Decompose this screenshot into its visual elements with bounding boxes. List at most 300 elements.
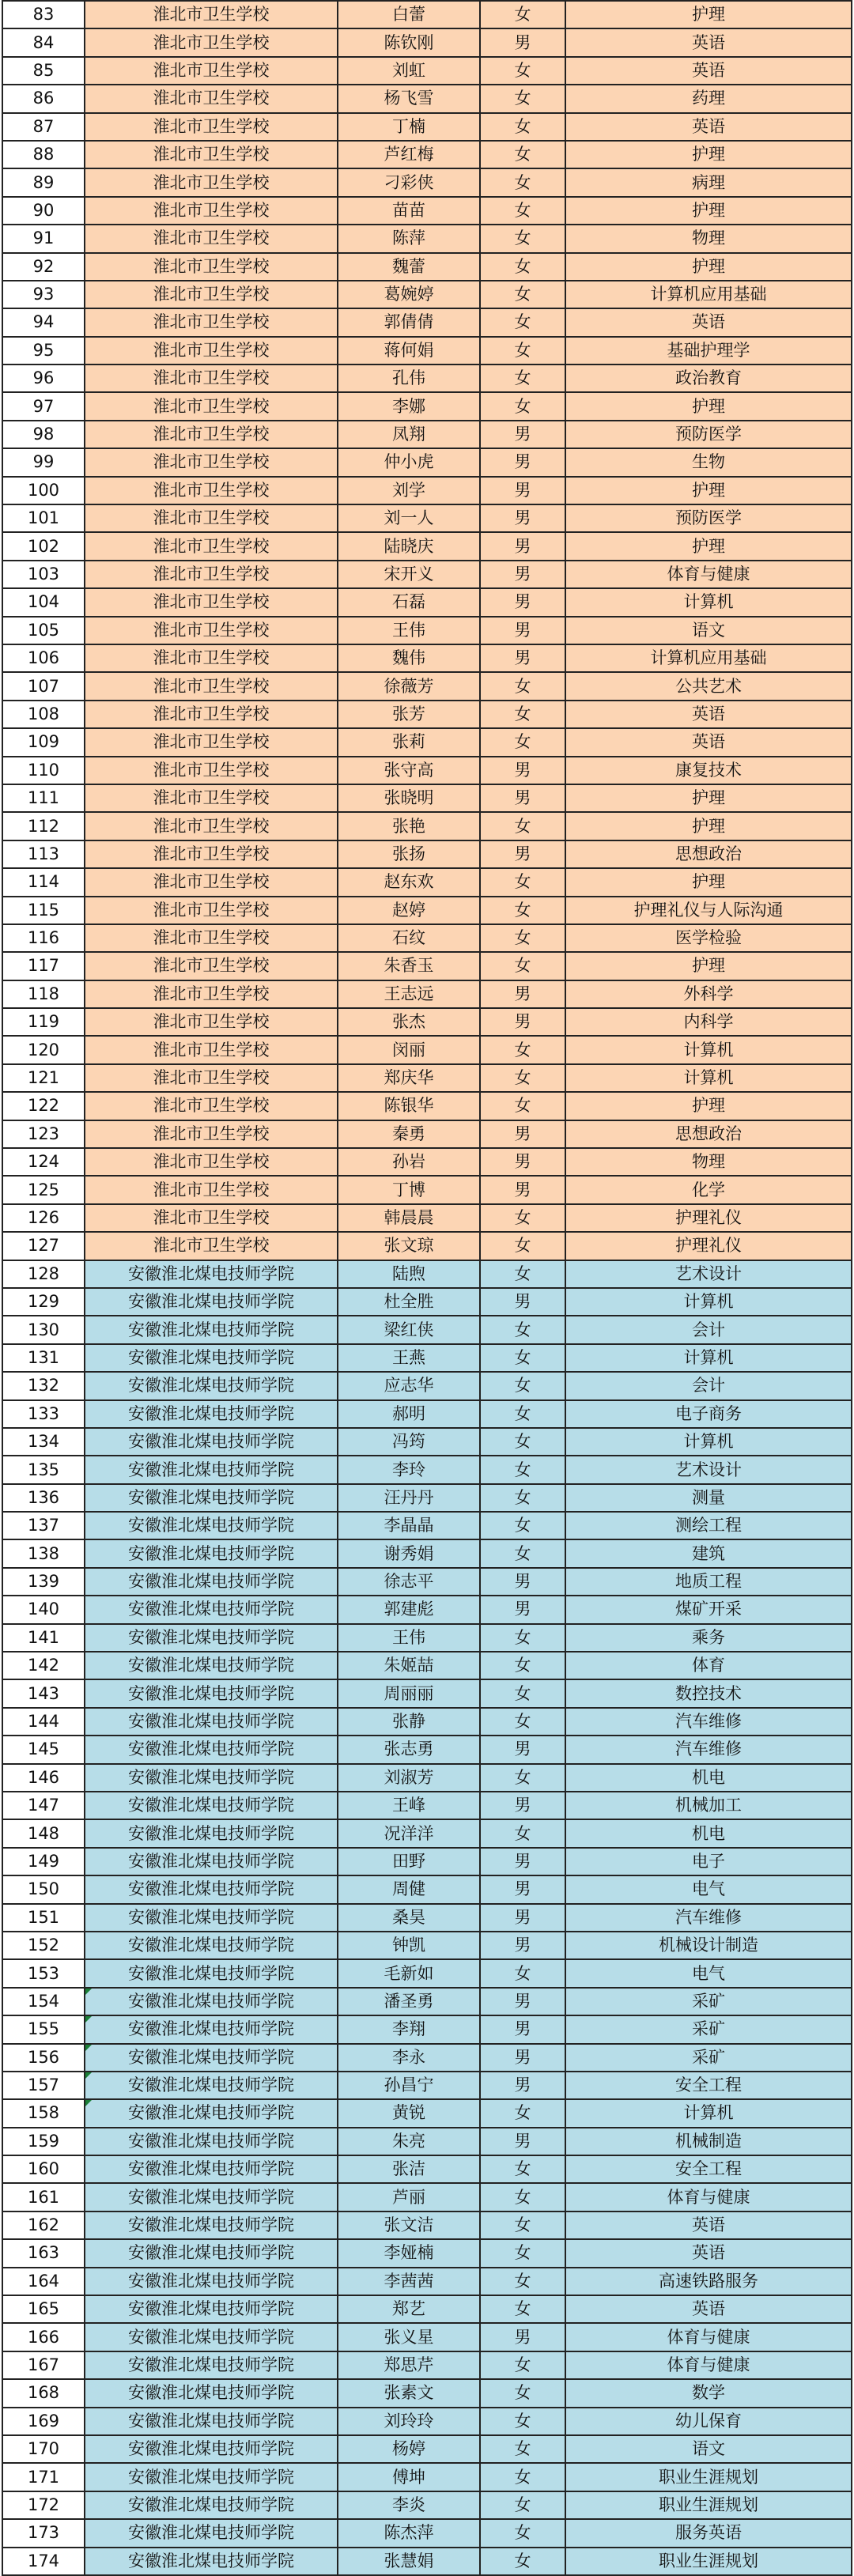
school-cell[interactable]: 淮北市卫生学校 [85,28,338,56]
row-number-cell[interactable]: 159 [2,2128,85,2155]
name-cell[interactable]: 杜全胜 [338,1288,480,1316]
gender-cell[interactable]: 女 [480,57,565,85]
gender-cell[interactable]: 女 [480,1260,565,1288]
row-number-cell[interactable]: 104 [2,588,85,616]
gender-cell[interactable]: 男 [480,504,565,532]
subject-cell[interactable]: 计算机 [565,588,852,616]
subject-cell[interactable]: 护理 [565,253,852,281]
school-cell[interactable]: 淮北市卫生学校 [85,1,338,28]
name-cell[interactable]: 陈杰萍 [338,2519,480,2547]
gender-cell[interactable]: 女 [480,868,565,896]
gender-cell[interactable]: 女 [480,1232,565,1260]
row-number-cell[interactable]: 83 [2,1,85,28]
gender-cell[interactable]: 女 [480,812,565,840]
name-cell[interactable]: 张晓明 [338,784,480,812]
name-cell[interactable]: 谢秀娟 [338,1539,480,1567]
gender-cell[interactable]: 男 [480,1596,565,1623]
row-number-cell[interactable]: 167 [2,2351,85,2379]
name-cell[interactable]: 蒋何娟 [338,337,480,364]
name-cell[interactable]: 赵婷 [338,897,480,924]
school-cell[interactable]: 安徽淮北煤电技师学院 [85,2323,338,2351]
name-cell[interactable]: 郑艺 [338,2295,480,2323]
school-cell[interactable]: 淮北市卫生学校 [85,392,338,420]
gender-cell[interactable]: 女 [480,1400,565,1428]
school-cell[interactable]: 淮北市卫生学校 [85,1148,338,1176]
name-cell[interactable]: 张慧娟 [338,2548,480,2575]
name-cell[interactable]: 朱姬喆 [338,1652,480,1679]
gender-cell[interactable]: 男 [480,2015,565,2043]
name-cell[interactable]: 张艳 [338,812,480,840]
gender-cell[interactable]: 男 [480,1736,565,1763]
subject-cell[interactable]: 职业生涯规划 [565,2463,852,2491]
row-number-cell[interactable]: 113 [2,840,85,868]
subject-cell[interactable]: 护理礼仪与人际沟通 [565,897,852,924]
subject-cell[interactable]: 采矿 [565,1988,852,2015]
gender-cell[interactable]: 男 [480,1288,565,1316]
gender-cell[interactable]: 女 [480,85,565,112]
row-number-cell[interactable]: 127 [2,1232,85,1260]
row-number-cell[interactable]: 93 [2,281,85,308]
gender-cell[interactable]: 女 [480,2379,565,2407]
subject-cell[interactable]: 英语 [565,701,852,728]
subject-cell[interactable]: 安全工程 [565,2155,852,2183]
name-cell[interactable]: 汪丹丹 [338,1484,480,1512]
gender-cell[interactable]: 女 [480,141,565,168]
subject-cell[interactable]: 护理 [565,868,852,896]
gender-cell[interactable]: 女 [480,952,565,980]
gender-cell[interactable]: 女 [480,2435,565,2463]
school-cell[interactable]: 安徽淮北煤电技师学院 [85,2239,338,2267]
school-cell[interactable]: 淮北市卫生学校 [85,421,338,448]
name-cell[interactable]: 梁红侠 [338,1316,480,1343]
gender-cell[interactable]: 女 [480,2099,565,2127]
subject-cell[interactable]: 护理礼仪 [565,1204,852,1232]
row-number-cell[interactable]: 143 [2,1679,85,1707]
name-cell[interactable]: 徐志平 [338,1568,480,1596]
subject-cell[interactable]: 计算机 [565,1288,852,1316]
subject-cell[interactable]: 计算机 [565,1428,852,1456]
name-cell[interactable]: 徐薇芳 [338,672,480,700]
school-cell[interactable]: 安徽淮北煤电技师学院 [85,2519,338,2547]
subject-cell[interactable]: 计算机 [565,1344,852,1372]
subject-cell[interactable]: 物理 [565,225,852,252]
gender-cell[interactable]: 女 [480,2183,565,2211]
name-cell[interactable]: 魏伟 [338,644,480,672]
school-cell[interactable]: 淮北市卫生学校 [85,168,338,196]
name-cell[interactable]: 李翔 [338,2015,480,2043]
subject-cell[interactable]: 护理 [565,197,852,225]
gender-cell[interactable]: 女 [480,2155,565,2183]
row-number-cell[interactable]: 162 [2,2212,85,2239]
row-number-cell[interactable]: 136 [2,1484,85,1512]
school-cell[interactable]: 淮北市卫生学校 [85,1092,338,1120]
subject-cell[interactable]: 煤矿开采 [565,1596,852,1623]
school-cell[interactable]: 淮北市卫生学校 [85,477,338,504]
name-cell[interactable]: 李娅楠 [338,2239,480,2267]
name-cell[interactable]: 冯筠 [338,1428,480,1456]
school-cell[interactable]: 淮北市卫生学校 [85,644,338,672]
row-number-cell[interactable]: 129 [2,1288,85,1316]
row-number-cell[interactable]: 111 [2,784,85,812]
school-cell[interactable]: 安徽淮北煤电技师学院 [85,2183,338,2211]
school-cell[interactable]: 安徽淮北煤电技师学院 [85,2072,338,2099]
row-number-cell[interactable]: 132 [2,1372,85,1399]
school-cell[interactable]: 淮北市卫生学校 [85,532,338,560]
row-number-cell[interactable]: 100 [2,477,85,504]
subject-cell[interactable]: 汽车维修 [565,1708,852,1736]
row-number-cell[interactable]: 123 [2,1120,85,1148]
gender-cell[interactable]: 女 [480,1428,565,1456]
subject-cell[interactable]: 思想政治 [565,840,852,868]
name-cell[interactable]: 葛婉婷 [338,281,480,308]
school-cell[interactable]: 淮北市卫生学校 [85,197,338,225]
row-number-cell[interactable]: 130 [2,1316,85,1343]
school-cell[interactable]: 淮北市卫生学校 [85,757,338,784]
row-number-cell[interactable]: 97 [2,392,85,420]
subject-cell[interactable]: 艺术设计 [565,1456,852,1483]
gender-cell[interactable]: 男 [480,644,565,672]
gender-cell[interactable]: 女 [480,364,565,392]
name-cell[interactable]: 桑昊 [338,1904,480,1932]
row-number-cell[interactable]: 110 [2,757,85,784]
subject-cell[interactable]: 医学检验 [565,924,852,952]
subject-cell[interactable]: 服务英语 [565,2519,852,2547]
name-cell[interactable]: 张义星 [338,2323,480,2351]
school-cell[interactable]: 淮北市卫生学校 [85,253,338,281]
subject-cell[interactable]: 计算机应用基础 [565,281,852,308]
row-number-cell[interactable]: 153 [2,1959,85,1987]
row-number-cell[interactable]: 155 [2,2015,85,2043]
school-cell[interactable]: 安徽淮北煤电技师学院 [85,1736,338,1763]
subject-cell[interactable]: 内科学 [565,1008,852,1036]
subject-cell[interactable]: 体育与健康 [565,2351,852,2379]
school-cell[interactable]: 安徽淮北煤电技师学院 [85,2295,338,2323]
subject-cell[interactable]: 护理 [565,532,852,560]
row-number-cell[interactable]: 84 [2,28,85,56]
gender-cell[interactable]: 女 [480,2351,565,2379]
row-number-cell[interactable]: 150 [2,1875,85,1903]
subject-cell[interactable]: 数学 [565,2379,852,2407]
school-cell[interactable]: 安徽淮北煤电技师学院 [85,2463,338,2491]
gender-cell[interactable]: 女 [480,1764,565,1792]
row-number-cell[interactable]: 134 [2,1428,85,1456]
row-number-cell[interactable]: 160 [2,2155,85,2183]
subject-cell[interactable]: 会计 [565,1372,852,1399]
subject-cell[interactable]: 机械制造 [565,2128,852,2155]
row-number-cell[interactable]: 117 [2,952,85,980]
gender-cell[interactable]: 女 [480,337,565,364]
school-cell[interactable]: 淮北市卫生学校 [85,868,338,896]
school-cell[interactable]: 淮北市卫生学校 [85,952,338,980]
gender-cell[interactable]: 男 [480,1176,565,1203]
name-cell[interactable]: 王伟 [338,617,480,644]
row-number-cell[interactable]: 144 [2,1708,85,1736]
school-cell[interactable]: 安徽淮北煤电技师学院 [85,2435,338,2463]
gender-cell[interactable]: 男 [480,28,565,56]
name-cell[interactable]: 潘圣勇 [338,1988,480,2015]
row-number-cell[interactable]: 137 [2,1512,85,1539]
gender-cell[interactable]: 女 [480,728,565,756]
gender-cell[interactable]: 女 [480,1484,565,1512]
school-cell[interactable]: 淮北市卫生学校 [85,924,338,952]
name-cell[interactable]: 丁博 [338,1176,480,1203]
name-cell[interactable]: 刘学 [338,477,480,504]
row-number-cell[interactable]: 116 [2,924,85,952]
row-number-cell[interactable]: 109 [2,728,85,756]
name-cell[interactable]: 秦勇 [338,1120,480,1148]
row-number-cell[interactable]: 148 [2,1819,85,1847]
gender-cell[interactable]: 女 [480,1344,565,1372]
name-cell[interactable]: 张文琼 [338,1232,480,1260]
subject-cell[interactable]: 机电 [565,1819,852,1847]
school-cell[interactable]: 淮北市卫生学校 [85,1204,338,1232]
gender-cell[interactable]: 女 [480,1092,565,1120]
subject-cell[interactable]: 机械设计制造 [565,1932,852,1959]
gender-cell[interactable]: 女 [480,2491,565,2519]
subject-cell[interactable]: 英语 [565,28,852,56]
gender-cell[interactable]: 男 [480,1932,565,1959]
school-cell[interactable]: 淮北市卫生学校 [85,448,338,476]
name-cell[interactable]: 丁楠 [338,113,480,141]
subject-cell[interactable]: 地质工程 [565,1568,852,1596]
gender-cell[interactable]: 男 [480,980,565,1008]
gender-cell[interactable]: 男 [480,561,565,588]
name-cell[interactable]: 王志远 [338,980,480,1008]
gender-cell[interactable]: 男 [480,1008,565,1036]
name-cell[interactable]: 陆煦 [338,1260,480,1288]
row-number-cell[interactable]: 115 [2,897,85,924]
subject-cell[interactable]: 英语 [565,728,852,756]
school-cell[interactable]: 安徽淮北煤电技师学院 [85,1904,338,1932]
subject-cell[interactable]: 英语 [565,2295,852,2323]
row-number-cell[interactable]: 102 [2,532,85,560]
subject-cell[interactable]: 采矿 [565,2015,852,2043]
gender-cell[interactable]: 女 [480,701,565,728]
gender-cell[interactable]: 男 [480,1875,565,1903]
subject-cell[interactable]: 语文 [565,617,852,644]
gender-cell[interactable]: 女 [480,2548,565,2575]
gender-cell[interactable]: 女 [480,2295,565,2323]
row-number-cell[interactable]: 172 [2,2491,85,2519]
subject-cell[interactable]: 电气 [565,1959,852,1987]
name-cell[interactable]: 张扬 [338,840,480,868]
subject-cell[interactable]: 采矿 [565,2044,852,2072]
subject-cell[interactable]: 数控技术 [565,1679,852,1707]
name-cell[interactable]: 钟凯 [338,1932,480,1959]
gender-cell[interactable]: 男 [480,421,565,448]
school-cell[interactable]: 淮北市卫生学校 [85,504,338,532]
subject-cell[interactable]: 计算机 [565,1064,852,1092]
school-cell[interactable]: 淮北市卫生学校 [85,308,338,336]
school-cell[interactable]: 安徽淮北煤电技师学院 [85,1512,338,1539]
row-number-cell[interactable]: 174 [2,2548,85,2575]
gender-cell[interactable]: 女 [480,1539,565,1567]
subject-cell[interactable]: 护理 [565,784,852,812]
school-cell[interactable]: 淮北市卫生学校 [85,812,338,840]
gender-cell[interactable]: 女 [480,1064,565,1092]
gender-cell[interactable]: 女 [480,1,565,28]
subject-cell[interactable]: 高速铁路服务 [565,2268,852,2295]
row-number-cell[interactable]: 168 [2,2379,85,2407]
subject-cell[interactable]: 乘务 [565,1624,852,1652]
subject-cell[interactable]: 英语 [565,308,852,336]
school-cell[interactable]: 安徽淮北煤电技师学院 [85,2155,338,2183]
gender-cell[interactable]: 女 [480,1679,565,1707]
school-cell[interactable]: 安徽淮北煤电技师学院 [85,2015,338,2043]
subject-cell[interactable]: 计算机应用基础 [565,644,852,672]
row-number-cell[interactable]: 170 [2,2435,85,2463]
gender-cell[interactable]: 男 [480,2128,565,2155]
school-cell[interactable]: 安徽淮北煤电技师学院 [85,1792,338,1819]
school-cell[interactable]: 淮北市卫生学校 [85,364,338,392]
row-number-cell[interactable]: 165 [2,2295,85,2323]
row-number-cell[interactable]: 119 [2,1008,85,1036]
school-cell[interactable]: 安徽淮北煤电技师学院 [85,1988,338,2015]
row-number-cell[interactable]: 118 [2,980,85,1008]
subject-cell[interactable]: 药理 [565,85,852,112]
gender-cell[interactable]: 女 [480,2463,565,2491]
school-cell[interactable]: 淮北市卫生学校 [85,1008,338,1036]
school-cell[interactable]: 淮北市卫生学校 [85,617,338,644]
school-cell[interactable]: 安徽淮北煤电技师学院 [85,2491,338,2519]
gender-cell[interactable]: 女 [480,672,565,700]
name-cell[interactable]: 魏蕾 [338,253,480,281]
subject-cell[interactable]: 护理 [565,812,852,840]
school-cell[interactable]: 淮北市卫生学校 [85,784,338,812]
row-number-cell[interactable]: 151 [2,1904,85,1932]
gender-cell[interactable]: 男 [480,477,565,504]
name-cell[interactable]: 石磊 [338,588,480,616]
gender-cell[interactable]: 女 [480,197,565,225]
name-cell[interactable]: 李茜茜 [338,2268,480,2295]
name-cell[interactable]: 刘淑芳 [338,1764,480,1792]
subject-cell[interactable]: 计算机 [565,1036,852,1063]
name-cell[interactable]: 王伟 [338,1624,480,1652]
name-cell[interactable]: 石纹 [338,924,480,952]
school-cell[interactable]: 安徽淮北煤电技师学院 [85,2212,338,2239]
subject-cell[interactable]: 生物 [565,448,852,476]
gender-cell[interactable]: 女 [480,1036,565,1063]
name-cell[interactable]: 凤翔 [338,421,480,448]
gender-cell[interactable]: 女 [480,253,565,281]
gender-cell[interactable]: 男 [480,448,565,476]
gender-cell[interactable]: 男 [480,840,565,868]
gender-cell[interactable]: 男 [480,1120,565,1148]
row-number-cell[interactable]: 147 [2,1792,85,1819]
row-number-cell[interactable]: 114 [2,868,85,896]
school-cell[interactable]: 淮北市卫生学校 [85,561,338,588]
school-cell[interactable]: 安徽淮北煤电技师学院 [85,2099,338,2127]
name-cell[interactable]: 李娜 [338,392,480,420]
school-cell[interactable]: 安徽淮北煤电技师学院 [85,1652,338,1679]
name-cell[interactable]: 孙岩 [338,1148,480,1176]
subject-cell[interactable]: 艺术设计 [565,1260,852,1288]
gender-cell[interactable]: 女 [480,2408,565,2435]
school-cell[interactable]: 安徽淮北煤电技师学院 [85,2408,338,2435]
row-number-cell[interactable]: 126 [2,1204,85,1232]
gender-cell[interactable]: 女 [480,2268,565,2295]
name-cell[interactable]: 黄锐 [338,2099,480,2127]
name-cell[interactable]: 杨飞雪 [338,85,480,112]
name-cell[interactable]: 张洁 [338,2155,480,2183]
subject-cell[interactable]: 护理 [565,392,852,420]
school-cell[interactable]: 安徽淮北煤电技师学院 [85,1288,338,1316]
row-number-cell[interactable]: 156 [2,2044,85,2072]
school-cell[interactable]: 安徽淮北煤电技师学院 [85,1708,338,1736]
row-number-cell[interactable]: 107 [2,672,85,700]
school-cell[interactable]: 安徽淮北煤电技师学院 [85,1764,338,1792]
row-number-cell[interactable]: 92 [2,253,85,281]
row-number-cell[interactable]: 128 [2,1260,85,1288]
gender-cell[interactable]: 男 [480,1792,565,1819]
name-cell[interactable]: 闵丽 [338,1036,480,1063]
subject-cell[interactable]: 病理 [565,168,852,196]
school-cell[interactable]: 安徽淮北煤电技师学院 [85,1932,338,1959]
gender-cell[interactable]: 女 [480,2212,565,2239]
school-cell[interactable]: 安徽淮北煤电技师学院 [85,2379,338,2407]
school-cell[interactable]: 安徽淮北煤电技师学院 [85,1316,338,1343]
subject-cell[interactable]: 会计 [565,1316,852,1343]
row-number-cell[interactable]: 86 [2,85,85,112]
school-cell[interactable]: 淮北市卫生学校 [85,281,338,308]
school-cell[interactable]: 淮北市卫生学校 [85,701,338,728]
subject-cell[interactable]: 护理 [565,952,852,980]
row-number-cell[interactable]: 105 [2,617,85,644]
school-cell[interactable]: 淮北市卫生学校 [85,57,338,85]
row-number-cell[interactable]: 124 [2,1148,85,1176]
subject-cell[interactable]: 公共艺术 [565,672,852,700]
name-cell[interactable]: 韩晨晨 [338,1204,480,1232]
row-number-cell[interactable]: 95 [2,337,85,364]
subject-cell[interactable]: 电子 [565,1848,852,1875]
school-cell[interactable]: 安徽淮北煤电技师学院 [85,1568,338,1596]
name-cell[interactable]: 苗苗 [338,197,480,225]
subject-cell[interactable]: 物理 [565,1148,852,1176]
name-cell[interactable]: 郭建彪 [338,1596,480,1623]
name-cell[interactable]: 张志勇 [338,1736,480,1763]
gender-cell[interactable]: 女 [480,1372,565,1399]
name-cell[interactable]: 孔伟 [338,364,480,392]
row-number-cell[interactable]: 89 [2,168,85,196]
name-cell[interactable]: 陈钦刚 [338,28,480,56]
gender-cell[interactable]: 女 [480,392,565,420]
row-number-cell[interactable]: 131 [2,1344,85,1372]
name-cell[interactable]: 芦红梅 [338,141,480,168]
row-number-cell[interactable]: 103 [2,561,85,588]
row-number-cell[interactable]: 120 [2,1036,85,1063]
subject-cell[interactable]: 体育与健康 [565,561,852,588]
gender-cell[interactable]: 女 [480,1316,565,1343]
subject-cell[interactable]: 职业生涯规划 [565,2491,852,2519]
name-cell[interactable]: 朱亮 [338,2128,480,2155]
row-number-cell[interactable]: 135 [2,1456,85,1483]
gender-cell[interactable]: 男 [480,2072,565,2099]
school-cell[interactable]: 安徽淮北煤电技师学院 [85,1456,338,1483]
row-number-cell[interactable]: 98 [2,421,85,448]
row-number-cell[interactable]: 133 [2,1400,85,1428]
school-cell[interactable]: 安徽淮北煤电技师学院 [85,1875,338,1903]
school-cell[interactable]: 安徽淮北煤电技师学院 [85,2268,338,2295]
subject-cell[interactable]: 基础护理学 [565,337,852,364]
subject-cell[interactable]: 外科学 [565,980,852,1008]
subject-cell[interactable]: 体育与健康 [565,2183,852,2211]
school-cell[interactable]: 淮北市卫生学校 [85,1232,338,1260]
gender-cell[interactable]: 女 [480,1512,565,1539]
name-cell[interactable]: 张守高 [338,757,480,784]
gender-cell[interactable]: 女 [480,1959,565,1987]
name-cell[interactable]: 应志华 [338,1372,480,1399]
subject-cell[interactable]: 护理 [565,1,852,28]
